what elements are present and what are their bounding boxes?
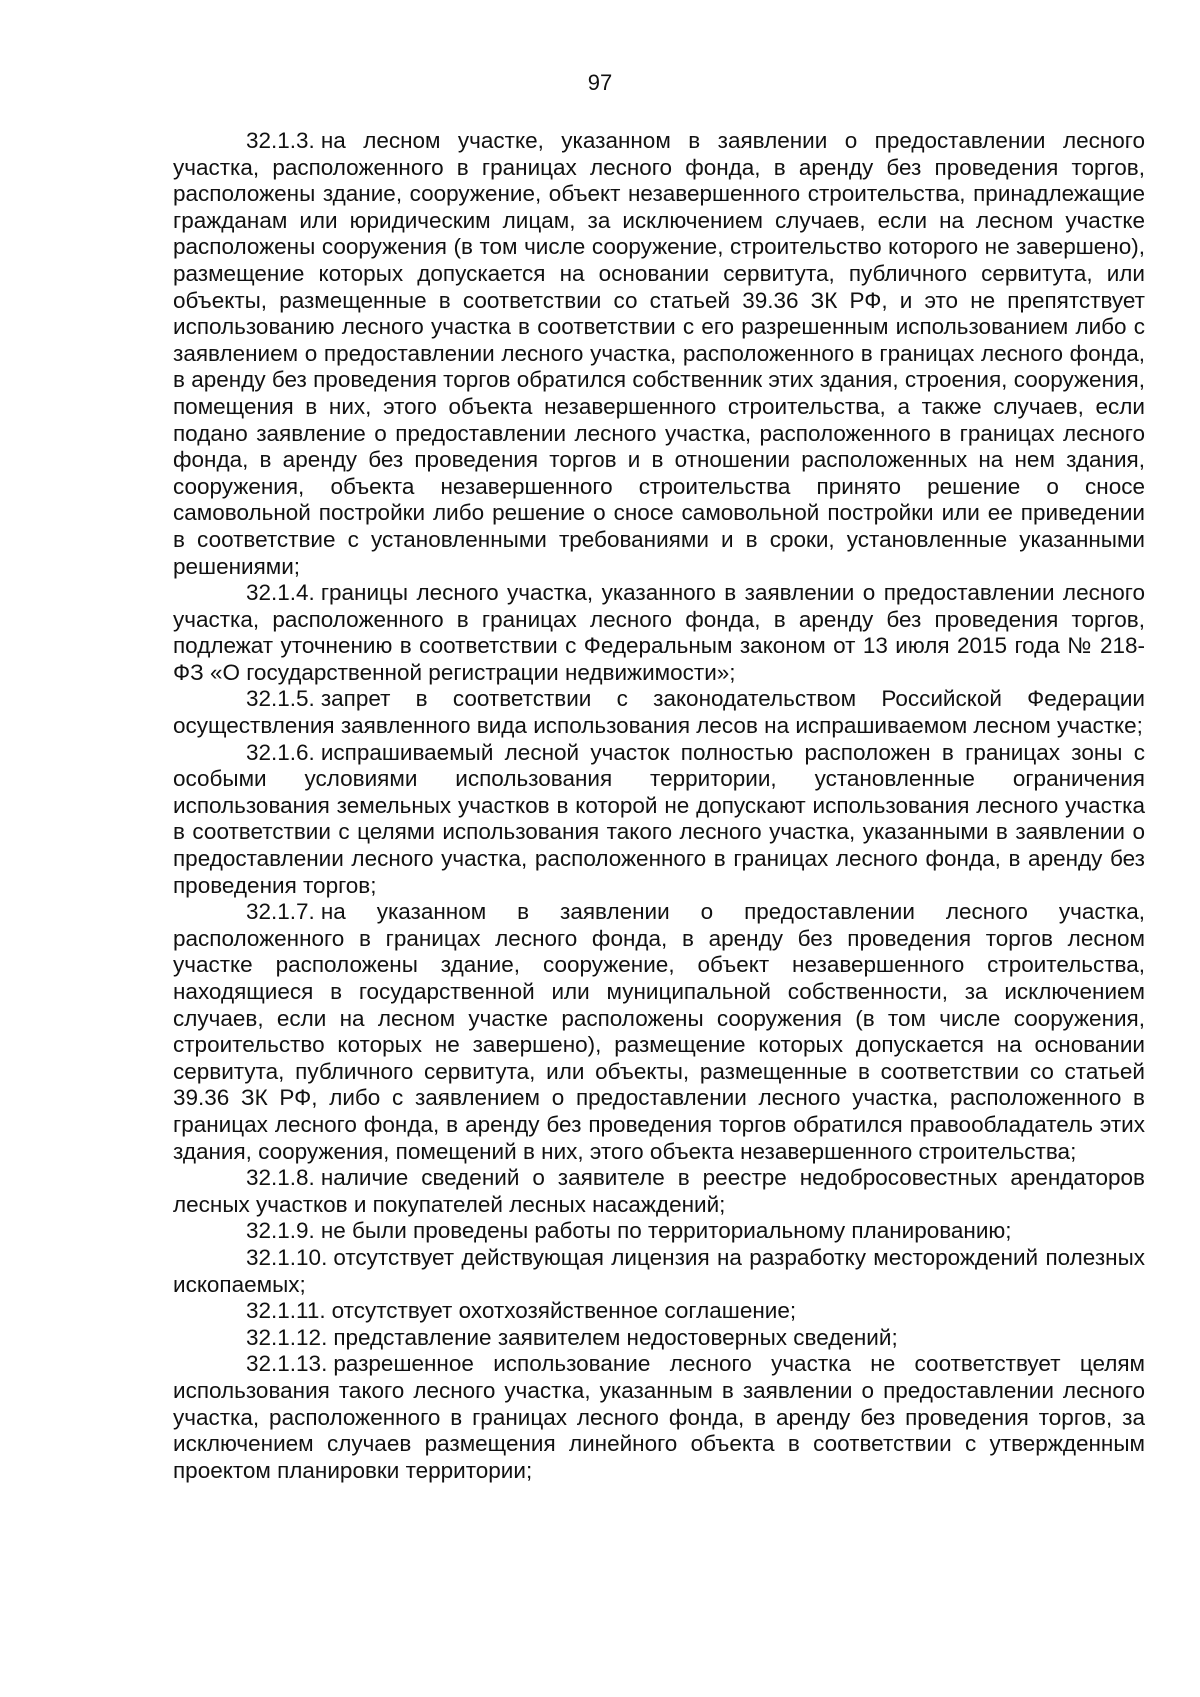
paragraph-text: разрешенное использование лесного участка не соответствует целям использования такого лесного участка, указанным в заявлении о предоставлении лесного участка, расположенного в границах лесного фонда, в аренду без проведения торгов, за исключением случаев размещения линейного объекта в соответствии с утвержденным проектом планировки территории; — [173, 1351, 1145, 1483]
paragraph-text: представление заявителем недостоверных сведений; — [333, 1324, 898, 1350]
paragraph-number: 32.1.3. — [246, 128, 315, 153]
paragraph-text: на лесном участке, указанном в заявлении о предоставлении лесного участка, расположенного в границах лесного фонда, в аренду без проведения торгов, расположены здание, сооружение, объект незавершенного строительства, принадлежащие гражданам или юридическим лицам, за исключением случаев, если на лесном участке расположены сооружения (в том числе сооружение, строительство которого не завершено), размещение которых допускается на основании сервитута, публичного сервитута, или объекты, размещенные в соответствии со статьей 39.36 ЗК РФ, и это не препятствует использованию лесного участка в соответствии с его разрешенным использованием либо с заявлением о предоставлении лесного участка, расположенного в границах лесного фонда, в аренду без проведения торгов обратился собственник этих здания, строения, сооружения, помещения в них, этого объекта незавершенного строительства, а также случаев, если подано заявление о предоставлении лесного участка, расположенного в границах лесного фонда, в аренду без проведения торгов и в отношении расположенных на нем здания, сооружения, объекта незавершенного строительства принято решение о сносе самовольной постройки либо решение о сносе самовольной постройки или ее приведении в соответствие с установленными требованиями и в сроки, установленные указанными решениями; — [173, 128, 1145, 579]
paragraph-text: запрет в соответствии с законодательством Российской Федерации осуществления заявленного вида использования лесов на испрашиваемом лесном участке; — [173, 686, 1145, 739]
paragraph-number: 32.1.12. — [246, 1324, 328, 1350]
paragraph-32-1-5 — [173, 686, 1145, 739]
paragraph-text: отсутствует действующая лицензия на разработку месторождений полезных ископаемых; — [173, 1244, 1145, 1297]
paragraph-32-1-12 — [173, 1325, 1145, 1352]
paragraph-text: границы лесного участка, указанного в заявлении о предоставлении лесного участка, расположенного в границах лесного фонда, в аренду без проведения торгов, подлежат уточнению в соответствии с Федеральным законом от 13 июля 2015 года № 218-ФЗ «О государственной регистрации недвижимости»; — [173, 580, 1145, 685]
paragraph-32-1-3 — [173, 128, 1145, 580]
paragraph-number: 32.1.13. — [246, 1351, 328, 1377]
paragraph-number: 32.1.9. — [246, 1218, 315, 1244]
paragraph-text: наличие сведений о заявителе в реестре недобросовестных арендаторов лесных участков и покупателей лесных насаждений; — [173, 1165, 1145, 1217]
paragraph-text: испрашиваемый лесной участок полностью расположен в границах зоны с особыми условиями использования территории, установленные ограничения использования земельных участков в которой не допускают использования лесного участка в соответствии с целями использования такого лесного участка, указанными в заявлении о предоставлении лесного участка, расположенного в границах лесного фонда, в аренду без проведения торгов; — [173, 739, 1145, 898]
paragraph-32-1-9 — [173, 1218, 1145, 1245]
paragraph-text: на указанном в заявлении о предоставлении лесного участка, расположенного в границах лесного фонда, в аренду без проведения торгов лесном участке расположены здание, сооружение, объект незавершенного строительства, находящиеся в государственной или муниципальной собственности, за исключением случаев, если на лесном участке расположены сооружения (в том числе сооружения, строительство которых не завершено), размещение которых допускается на основании сервитута, публичного сервитута, или объекты, размещенные в соответствии со статьей 39.36 ЗК РФ, либо с заявлением о предоставлении лесного участка, расположенного в границах лесного фонда, в аренду без проведения торгов обратился правообладатель этих здания, сооружения, помещений в них, этого объекта незавершенного строительства; — [173, 899, 1145, 1164]
paragraph-number: 32.1.8. — [246, 1165, 315, 1191]
paragraph-number: 32.1.6. — [246, 739, 315, 765]
paragraph-32-1-6 — [173, 740, 1145, 900]
paragraph-number: 32.1.10. — [246, 1244, 328, 1270]
paragraph-32-1-10 — [173, 1245, 1145, 1298]
paragraph-text: не были проведены работы по территориальному планированию; — [320, 1218, 1012, 1244]
paragraph-text: отсутствует охотхозяйственное соглашение; — [331, 1298, 797, 1324]
paragraph-number: 32.1.11. — [246, 1298, 326, 1324]
document-body — [173, 128, 1145, 1484]
paragraph-32-1-4 — [173, 580, 1145, 686]
paragraph-number: 32.1.5. — [246, 686, 315, 712]
paragraph-32-1-11 — [173, 1298, 1145, 1325]
paragraph-32-1-7 — [173, 899, 1145, 1165]
paragraph-32-1-8 — [173, 1165, 1145, 1218]
page-number: 97 — [587, 70, 613, 95]
paragraph-number: 32.1.4. — [246, 580, 315, 606]
paragraph-number: 32.1.7. — [246, 899, 315, 925]
paragraph-32-1-13 — [173, 1351, 1145, 1484]
